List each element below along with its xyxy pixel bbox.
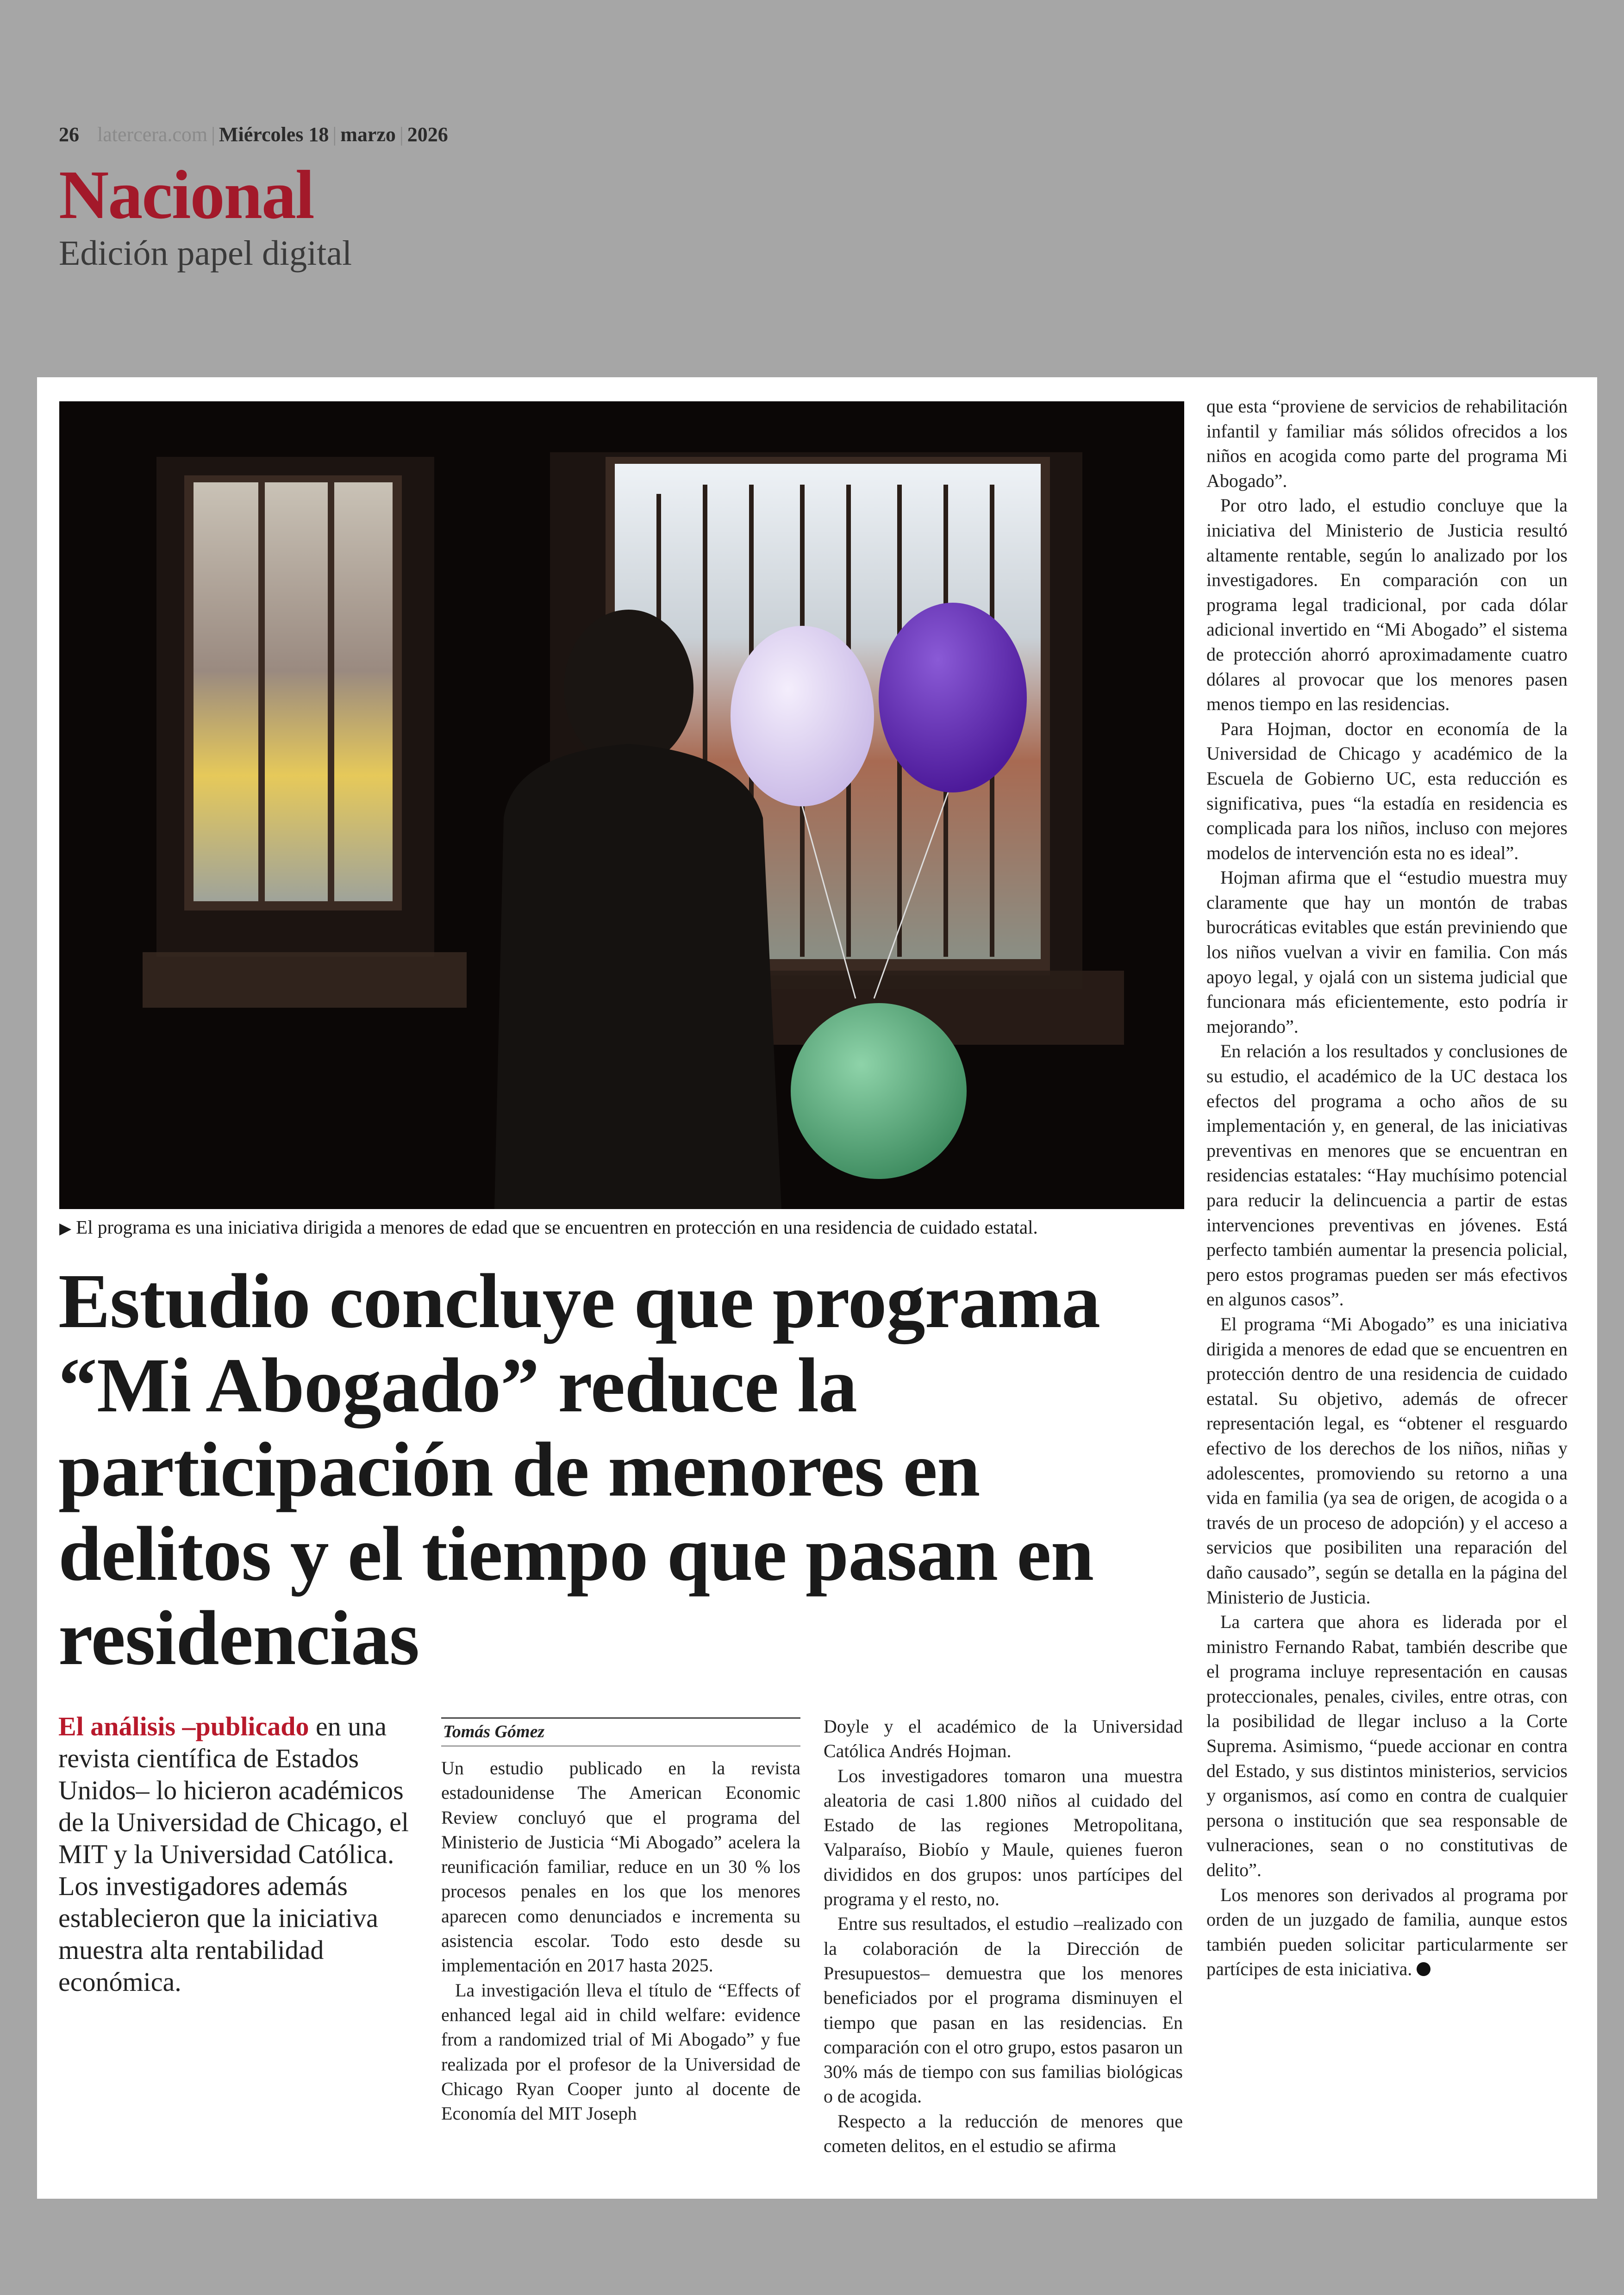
body-column-3 — [1206, 394, 1568, 1982]
body-column-1 — [441, 1756, 800, 2126]
byline: Tomás Gómez — [441, 1717, 800, 1746]
paragraph: En relación a los resultados y conclusiones de su estudio, el académico de la UC destaca los efectos del programa a ocho años de su implementación y, en general, de las iniciativas preventivas en menores que se encuentran en residencias estatales: “Hay muchísimo potencial para reducir la delincuencia a partir de estas intervenciones preventivas en jóvenes. Está perfecto también aumentar la presencia policial, pero estos programas pueden ser más efectivos en algunos casos”. — [1206, 1041, 1568, 1310]
folio-line: 26 latercera.com | Miércoles 18 | marzo | 2026 — [59, 123, 448, 146]
site-name: latercera.com — [97, 123, 208, 146]
paragraph-text: Los menores son derivados al programa por orden de un juzgado de familia, aunque estos también pueden solicitar particularmente ser partícipes de esta iniciativa. — [1206, 1884, 1568, 1980]
paragraph: Entre sus resultados, el estudio –realizado con la colaboración de la Dirección de Presupuestos– demuestra que los menores beneficiados por el programa disminuyen el tiempo que pasan en las residencias. En comparación con el otro grupo, estos pasaron un 30% más de tiempo con sus familias biológicas o de acogida. — [824, 1913, 1183, 2107]
paragraph: Por otro lado, el estudio concluye que la iniciativa del Ministerio de Justicia resultó altamente rentable, según lo analizado por los investigadores. En comparación con un programa legal tradicional, por cada dólar adicional invertido en “Mi Abogado” el sistema de protección ahorró aproximadamente cuatro dólares al provocar que los menores pasen menos tiempo en las residencias. — [1206, 495, 1568, 715]
lede-text: en una revista científica de Estados Unidos– lo hicieron académicos de la Universidad de Chicago, el MIT y la Universidad Católica. Los investigadores además establecieron que la iniciativa muestra alta rentabilidad económica. — [58, 1711, 409, 1997]
edition-label: Edición papel digital — [59, 234, 352, 273]
article-lede — [58, 1710, 419, 1998]
paragraph: Los investigadores tomaron una muestra aleatoria de casi 1.800 niños al cuidado del Estado de las regiones Metropolitana, Valparaíso, Biobío y Maule, quienes fueron divididos en dos grupos: unos partícipes del programa y el resto, no. — [824, 1765, 1183, 1910]
date-weekday: Miércoles 18 — [219, 123, 329, 146]
page-header — [59, 123, 448, 274]
caption-text: El programa es una iniciativa dirigida a menores de edad que se encuentren en protección en una residencia de cuidado estatal. — [76, 1216, 1038, 1238]
paragraph: Para Hojman, doctor en economía de la Universidad de Chicago y académico de la Escuela de Gobierno UC, esta reducción es significativa, pues “la estadía en residencia es complicada para los niños, incluso con mejores modelos de intervención esta no es ideal”. — [1206, 718, 1568, 863]
paragraph-last — [1206, 1883, 1568, 1982]
body-column-2 — [824, 1714, 1183, 2158]
end-of-article-icon — [1417, 1962, 1430, 1976]
photo-caption — [59, 1216, 1189, 1238]
caption-arrow-icon: ▶ — [59, 1220, 72, 1237]
paragraph: Respecto a la reducción de menores que cometen delitos, en el estudio se afirma — [824, 2110, 1183, 2157]
paragraph: Un estudio publicado en la revista estadounidense The American Economic Review concluyó que el programa del Ministerio de Justicia “Mi Abogado” acelera la reunificación familiar, reduce en un 30 % los procesos penales en los que los menores aparecen como denunciados e incrementa su asistencia escolar. Todo esto desde su implementación en 2017 hasta 2025. — [441, 1758, 800, 1976]
lede-highlight: El análisis –publicado — [58, 1711, 309, 1741]
page-number: 26 — [59, 123, 79, 146]
paragraph: Doyle y el académico de la Universidad Católica Andrés Hojman. — [824, 1716, 1183, 1762]
photo-boy-window-balloons — [59, 401, 1184, 1209]
article-photo — [59, 401, 1184, 1209]
date-year: 2026 — [407, 123, 448, 146]
paragraph: Hojman afirma que el “estudio muestra muy claramente que hay un montón de trabas burocráticas evitables que están previniendo que los niños vuelvan a vivir en familia. Con más apoyo legal, y ojalá con un sistema judicial que funcionara más eficientemente, esto podría ir mejorando”. — [1206, 867, 1568, 1037]
date-month: marzo — [340, 123, 396, 146]
article-headline: Estudio concluye que programa “Mi Abogado” reduce la participación de menores en delitos y el tiempo que pasan en residencias — [58, 1258, 1100, 1681]
paragraph: El programa “Mi Abogado” es una iniciativa dirigida a menores de edad que se encuentren en protección dentro de una residencia de cuidado estatal. Su objetivo, además de ofrecer representación legal, es “obtener el resguardo efectivo de los derechos de los niños, niñas y adolescentes, promoviendo su retorno a una vida en familia (ya sea de origen, de acogida o a través de un proceso de adopción) y el acceso a servicios que posibiliten una reparación del daño causado”, según se detalla en la página del Ministerio de Justicia. — [1206, 1313, 1568, 1608]
newspaper-page — [37, 377, 1597, 2199]
paragraph: que esta “proviene de servicios de rehabilitación infantil y familiar más sólidos ofrecidos a los niños en acogida como parte del programa Mi Abogado”. — [1206, 396, 1568, 491]
paragraph: La cartera que ahora es liderada por el ministro Fernando Rabat, también describe que el programa incluye representación en causas proteccionales, penales, civiles, entre otras, con la posibilidad de llegar incluso a la Corte Suprema. Asimismo, “puede accionar en contra del Estado, y sus distintos ministerios, servicios y organismos, así como en contra de cualquier persona o institución que sea responsable de vulneraciones, sean o no constitutivas de delito”. — [1206, 1611, 1568, 1881]
paragraph: La investigación lleva el título de “Effects of enhanced legal aid in child welfare: evidence from a randomized trial of Mi Abogado” y fue realizada por el profesor de la Universidad de Chicago Ryan Cooper junto al docente de Economía del MIT Joseph — [441, 1979, 800, 2124]
section-title: Nacional — [59, 156, 314, 233]
